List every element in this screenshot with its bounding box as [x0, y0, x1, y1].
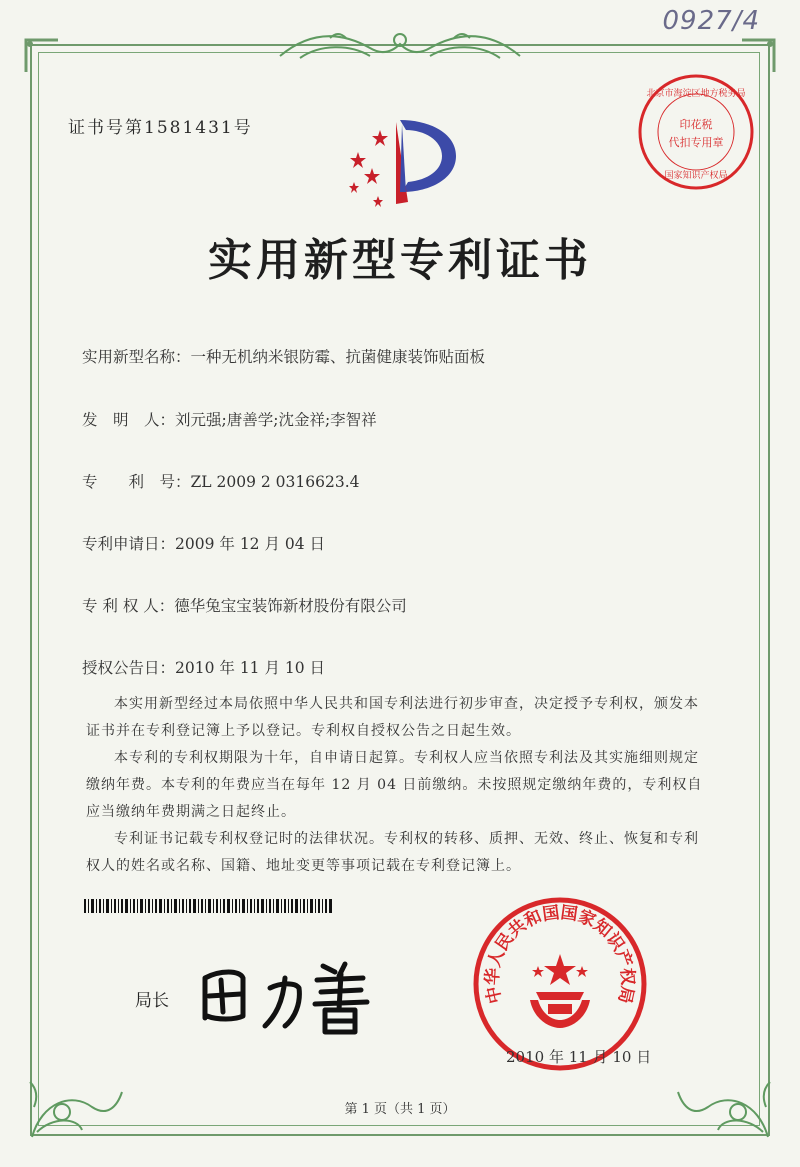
paragraph-term: 本专利的专利权期限为十年，自申请日起算。专利权人应当依照专利法及其实施细则规定缴纳年费。本专利的年费应当在每年 12 月 04 日前缴纳。未按照规定缴纳年费的，专利权自应当缴纳年费期满之日起终止。 [86, 750, 703, 820]
tax-seal-center-line2: 代扣专用章 [668, 136, 724, 149]
tax-seal-center-line1: 印花税 [679, 118, 713, 131]
filing-date-value: 2009 年 12 月 04 日 [175, 535, 326, 553]
tax-seal-ring-text: 北京市海淀区地方税务局 [646, 89, 746, 99]
inner-border [38, 52, 760, 1126]
patent-number-label: 专 利 号： [82, 473, 191, 491]
inventor-value: 刘元强;唐善学;沈金祥;李智祥 [175, 411, 377, 429]
national-emblem [530, 954, 590, 1028]
certificate-title: 实用新型专利证书 [208, 235, 592, 286]
announcement-date-value: 2010 年 11 月 10 日 [175, 659, 326, 677]
patent-number-row [82, 470, 360, 492]
top-ornament [270, 26, 530, 66]
barcode [84, 899, 334, 913]
announcement-date-label: 授权公告日： [82, 659, 176, 677]
patentee-row [82, 594, 407, 616]
corner-ornament-top-right [738, 36, 778, 76]
director-label: 局长 [135, 991, 169, 1011]
corner-ornament-top-left [22, 36, 62, 76]
patent-office-logo [336, 112, 466, 212]
big-seal-ring-text: 中华人民共和国国家知识产权局 [482, 902, 638, 1006]
certificate-number: 证书号第1581431号 [68, 118, 253, 138]
handwritten-note: 0927/4 [662, 6, 760, 36]
announcement-date-row [82, 656, 325, 678]
director-signature [195, 948, 385, 1038]
utility-model-name-value: 一种无机纳米银防霉、抗菌健康装饰贴面板 [190, 348, 486, 366]
page-number: 第 1 页（共 1 页） [344, 1102, 456, 1117]
paragraph-legal-status: 专利证书记载专利权登记时的法律状况。专利权的转移、质押、无效、终止、恢复和专利权人的姓名或名称、国籍、地址变更等事项记载在专利登记簿上。 [86, 831, 699, 874]
tax-seal-bottom-text: 国家知识产权局 [664, 171, 728, 181]
paragraph-grant: 本实用新型经过本局依照中华人民共和国专利法进行初步审查，决定授予专利权，颁发本证书并在专利登记簿上予以登记。专利权自授权公告之日起生效。 [86, 696, 699, 739]
filing-date-label: 专利申请日： [82, 535, 176, 553]
patent-number-value: ZL 2009 2 0316623.4 [190, 473, 360, 491]
inventor-label: 发 明 人： [82, 411, 176, 429]
seal-date: 2010 年 11 月 10 日 [506, 1048, 652, 1066]
utility-model-name-label: 实用新型名称： [82, 348, 191, 366]
patentee-value: 德华兔宝宝装饰新材股份有限公司 [174, 597, 407, 615]
tax-stamp-seal [636, 72, 756, 192]
patentee-label: 专 利 权 人： [82, 597, 175, 615]
filing-date-row [82, 532, 325, 554]
inventor-row [82, 408, 377, 430]
utility-model-name-row [82, 345, 485, 367]
